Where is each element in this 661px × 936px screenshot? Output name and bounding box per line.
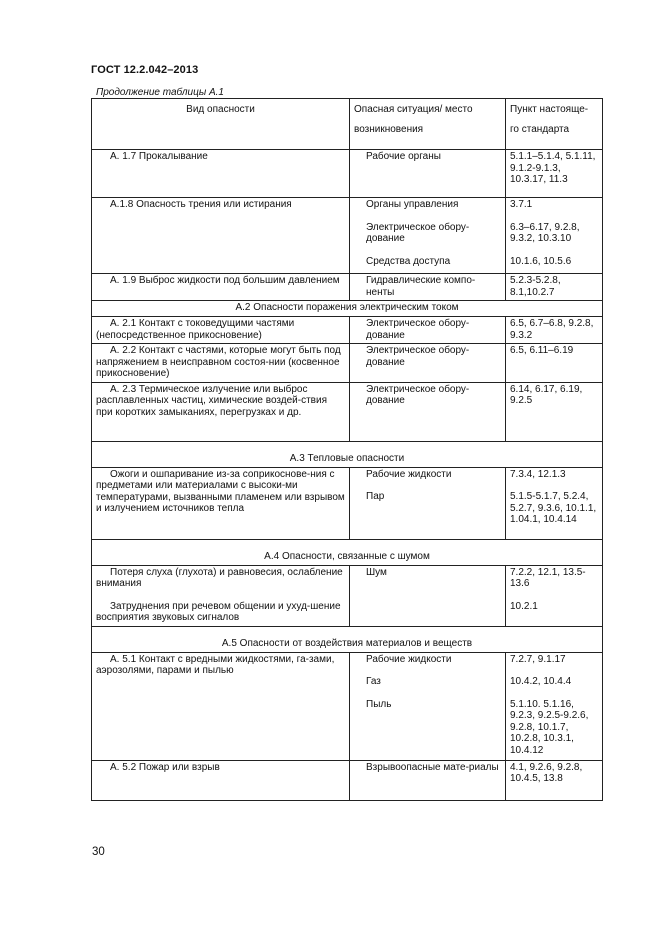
table-row xyxy=(92,652,603,760)
table-row xyxy=(92,760,603,800)
hazard-cell: А.1.8 Опасность трения или истирания xyxy=(92,198,350,274)
table-row xyxy=(92,317,603,344)
section-heading: А.4 Опасности, связанные с шумом xyxy=(92,539,603,565)
clause-cell: 7.3.4, 12.1.3 5.1.5-5.1.7, 5.2.4, 5.2.7, 9.3.6, 10.1.1, 1.04.1, 10.4.14 xyxy=(506,467,603,539)
header-clause: Пункт настояще- го стандарта xyxy=(506,99,603,150)
clause-cell: 6.14, 6.17, 6.19, 9.2.5 xyxy=(506,382,603,441)
table-row xyxy=(92,565,603,626)
document-id: ГОСТ 12.2.042–2013 xyxy=(91,64,199,76)
clause-cell: 5.2.3-5.2.8, 8.1,10.2.7 xyxy=(506,274,603,301)
hazard-cell: А. 2.1 Контакт с токоведущими частями (непосредственное прикосновение) xyxy=(92,317,350,344)
clause-cell: 6.5, 6.11–6.19 xyxy=(506,344,603,383)
table-header-row xyxy=(92,99,603,150)
hazards-table xyxy=(91,98,603,801)
header-situation: Опасная ситуация/ место возникновения xyxy=(350,99,506,150)
situation-cell: Рабочие органы xyxy=(350,150,506,198)
table-row xyxy=(92,382,603,441)
clause-cell: 4.1, 9.2.6, 9.2.8, 10.4.5, 13.8 xyxy=(506,760,603,800)
table-row xyxy=(92,198,603,274)
hazard-cell: А. 2.3 Термическое излучение или выброс расплавленных частиц, химические воздей-ствия при коротких замыканиях, перегрузках и др. xyxy=(92,382,350,441)
situation-cell: Гидравлические компо-ненты xyxy=(350,274,506,301)
clause-cell: 3.7.1 6.3–6.17, 9.2.8, 9.3.2, 10.3.10 10.1.6, 10.5.6 xyxy=(506,198,603,274)
table-continuation-caption: Продолжение таблицы А.1 xyxy=(96,87,224,98)
hazard-cell: А. 1.9 Выброс жидкости под большим давлением xyxy=(92,274,350,301)
hazard-cell: А. 5.1 Контакт с вредными жидкостями, га-зами, аэрозолями, парами и пылью xyxy=(92,652,350,760)
clause-cell: 7.2.2, 12.1, 13.5-13.6 10.2.1 xyxy=(506,565,603,626)
situation-cell: Взрывоопасные мате-риалы xyxy=(350,760,506,800)
hazard-cell: А. 1.7 Прокалывание xyxy=(92,150,350,198)
table-row xyxy=(92,150,603,198)
hazard-cell: А. 2.2 Контакт с частями, которые могут быть под напряжением в неисправном состоя-нии (косвенное прикосновение) xyxy=(92,344,350,383)
section-heading-row xyxy=(92,539,603,565)
section-heading: А.2 Опасности поражения электрическим током xyxy=(92,301,603,317)
situation-cell: Шум xyxy=(350,565,506,626)
clause-cell: 6.5, 6.7–6.8, 9.2.8, 9.3.2 xyxy=(506,317,603,344)
header-hazard: Вид опасности xyxy=(92,99,350,150)
situation-cell: Электрическое обору-дование xyxy=(350,382,506,441)
clause-cell: 7.2.7, 9.1.17 10.4.2, 10.4.4 5.1.10. 5.1.16, 9.2.3, 9.2.5-9.2.6, 9.2.8, 10.1.7, 10.2.8, 10.3.1, 10.4.12 xyxy=(506,652,603,760)
hazard-cell: Потеря слуха (глухота) и равновесия, ослабление внимания Затруднения при речевом общении и ухуд-шение восприятия звуковых сигналов xyxy=(92,565,350,626)
section-heading-row xyxy=(92,301,603,317)
situation-cell: Рабочие жидкости Пар xyxy=(350,467,506,539)
situation-cell: Электрическое обору-дование xyxy=(350,344,506,383)
page-number: 30 xyxy=(92,846,105,858)
situation-cell: Рабочие жидкости Газ Пыль xyxy=(350,652,506,760)
section-heading: А.3 Тепловые опасности xyxy=(92,441,603,467)
section-heading-row xyxy=(92,441,603,467)
situation-cell: Органы управления Электрическое обору-дование Средства доступа xyxy=(350,198,506,274)
hazard-cell: Ожоги и ошпаривание из-за соприкоснове-ния с предметами или материалами с высоки-ми температурами, вызванными пламенем или взрывом и излучением источников тепла xyxy=(92,467,350,539)
section-heading: А.5 Опасности от воздействия материалов и веществ xyxy=(92,626,603,652)
table-row xyxy=(92,344,603,383)
table-row xyxy=(92,467,603,539)
table-row xyxy=(92,274,603,301)
section-heading-row xyxy=(92,626,603,652)
situation-cell: Электрическое обору-дование xyxy=(350,317,506,344)
hazard-cell: А. 5.2 Пожар или взрыв xyxy=(92,760,350,800)
clause-cell: 5.1.1–5.1.4, 5.1.11, 9.1.2-9.1.3, 10.3.17, 11.3 xyxy=(506,150,603,198)
